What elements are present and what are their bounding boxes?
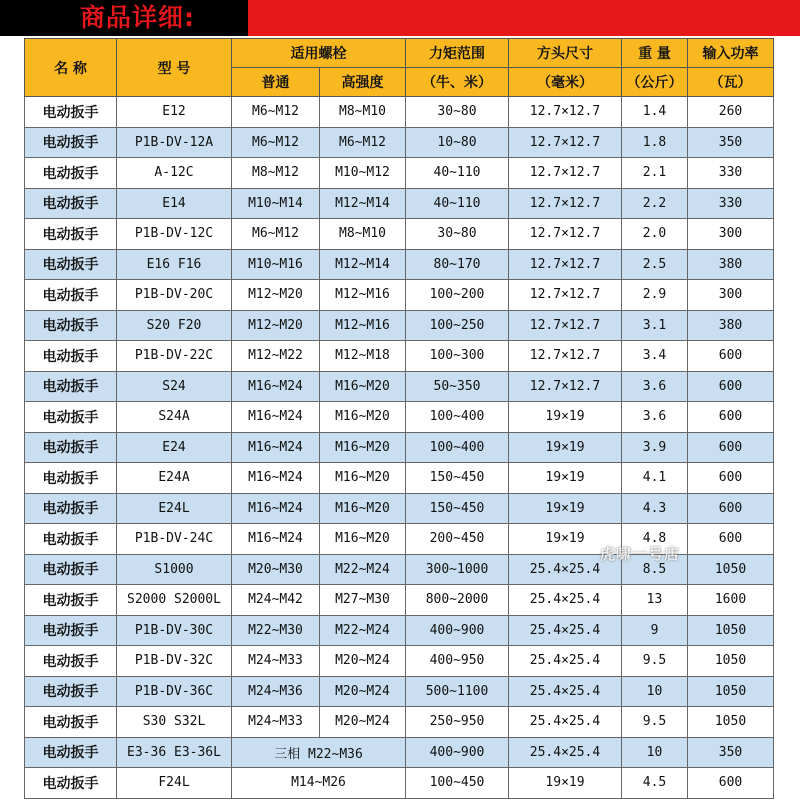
- cell-model: E3-36 E3-36L: [117, 737, 232, 768]
- cell-normal: M12~M20: [232, 280, 320, 311]
- header-bolt-normal: 普通: [232, 68, 320, 97]
- table-row: [25, 585, 774, 616]
- cell-torque: 400~900: [406, 737, 509, 768]
- cell-power: 380: [688, 249, 774, 280]
- cell-weight: 13: [622, 585, 688, 616]
- cell-normal: M6~M12: [232, 127, 320, 158]
- spec-table-body: [25, 97, 774, 799]
- cell-torque: 100~200: [406, 280, 509, 311]
- store-watermark: 虎啸一号店: [600, 545, 681, 563]
- cell-high: M27~M30: [320, 585, 406, 616]
- cell-power: 600: [688, 463, 774, 494]
- cell-square: 19×19: [509, 768, 622, 799]
- cell-square: 25.4×25.4: [509, 585, 622, 616]
- cell-square: 12.7×12.7: [509, 341, 622, 372]
- cell-square: 25.4×25.4: [509, 646, 622, 677]
- cell-weight: 2.5: [622, 249, 688, 280]
- cell-torque: 50~350: [406, 371, 509, 402]
- cell-normal: M20~M30: [232, 554, 320, 585]
- cell-torque: 400~950: [406, 646, 509, 677]
- cell-power: 600: [688, 432, 774, 463]
- cell-power: 600: [688, 371, 774, 402]
- cell-name: 电动扳手: [25, 97, 117, 128]
- cell-torque: 30~80: [406, 97, 509, 128]
- cell-power: 1600: [688, 585, 774, 616]
- cell-weight: 4.5: [622, 768, 688, 799]
- cell-normal: M12~M22: [232, 341, 320, 372]
- cell-weight: 3.6: [622, 402, 688, 433]
- cell-square: 19×19: [509, 402, 622, 433]
- cell-weight: 9: [622, 615, 688, 646]
- cell-power: 260: [688, 97, 774, 128]
- cell-high: M16~M20: [320, 371, 406, 402]
- header-power-unit: （瓦）: [688, 68, 774, 97]
- cell-square: 12.7×12.7: [509, 219, 622, 250]
- cell-weight: 4.3: [622, 493, 688, 524]
- table-row: [25, 249, 774, 280]
- cell-normal: M10~M16: [232, 249, 320, 280]
- table-row: [25, 432, 774, 463]
- table-row: [25, 463, 774, 494]
- cell-model: E24: [117, 432, 232, 463]
- cell-high: M20~M24: [320, 707, 406, 738]
- banner-red-block: [248, 0, 800, 36]
- cell-name: 电动扳手: [25, 280, 117, 311]
- cell-weight: 1.4: [622, 97, 688, 128]
- cell-normal: M16~M24: [232, 493, 320, 524]
- cell-torque: 150~450: [406, 493, 509, 524]
- cell-model: P1B-DV-12C: [117, 219, 232, 250]
- spec-table-header: [25, 39, 774, 97]
- cell-torque: 250~950: [406, 707, 509, 738]
- cell-high: M16~M20: [320, 432, 406, 463]
- cell-high: M8~M10: [320, 97, 406, 128]
- cell-torque: 80~170: [406, 249, 509, 280]
- cell-high: M20~M24: [320, 646, 406, 677]
- cell-weight: 10: [622, 737, 688, 768]
- cell-high: M22~M24: [320, 554, 406, 585]
- cell-model: P1B-DV-32C: [117, 646, 232, 677]
- table-row: [25, 646, 774, 677]
- cell-power: 300: [688, 280, 774, 311]
- cell-high: M12~M14: [320, 249, 406, 280]
- spec-table: [24, 38, 774, 799]
- cell-torque: 40~110: [406, 158, 509, 189]
- table-row: [25, 676, 774, 707]
- header-bolt: 适用螺栓: [232, 39, 406, 68]
- cell-square: 19×19: [509, 432, 622, 463]
- table-row: [25, 737, 774, 768]
- cell-name: 电动扳手: [25, 188, 117, 219]
- banner-title: 商品详细:: [80, 3, 195, 32]
- cell-name: 电动扳手: [25, 615, 117, 646]
- cell-normal: M24~M33: [232, 707, 320, 738]
- cell-normal: M6~M12: [232, 97, 320, 128]
- cell-square: 12.7×12.7: [509, 249, 622, 280]
- cell-weight: 3.9: [622, 432, 688, 463]
- header-name: 名 称: [25, 39, 117, 97]
- cell-high: M16~M20: [320, 402, 406, 433]
- cell-normal: M24~M33: [232, 646, 320, 677]
- cell-square: 25.4×25.4: [509, 707, 622, 738]
- cell-name: 电动扳手: [25, 402, 117, 433]
- cell-square: 25.4×25.4: [509, 554, 622, 585]
- cell-high: M12~M14: [320, 188, 406, 219]
- cell-weight: 9.5: [622, 646, 688, 677]
- cell-name: 电动扳手: [25, 493, 117, 524]
- cell-high: M12~M18: [320, 341, 406, 372]
- cell-power: 1050: [688, 554, 774, 585]
- cell-torque: 30~80: [406, 219, 509, 250]
- cell-high: M12~M16: [320, 280, 406, 311]
- table-row: [25, 280, 774, 311]
- cell-high: M20~M24: [320, 676, 406, 707]
- cell-name: 电动扳手: [25, 127, 117, 158]
- cell-torque: 100~400: [406, 432, 509, 463]
- cell-normal: M6~M12: [232, 219, 320, 250]
- cell-model: P1B-DV-24C: [117, 524, 232, 555]
- cell-name: 电动扳手: [25, 371, 117, 402]
- cell-weight: 4.8: [622, 524, 688, 555]
- cell-high: M6~M12: [320, 127, 406, 158]
- cell-power: 1050: [688, 676, 774, 707]
- cell-model: S2000 S2000L: [117, 585, 232, 616]
- cell-model: E16 F16: [117, 249, 232, 280]
- cell-model: P1B-DV-22C: [117, 341, 232, 372]
- cell-normal: M24~M36: [232, 676, 320, 707]
- cell-high: M8~M10: [320, 219, 406, 250]
- cell-bolt-merged: M14~M26: [232, 768, 406, 799]
- cell-model: E14: [117, 188, 232, 219]
- cell-power: 300: [688, 219, 774, 250]
- cell-torque: 100~400: [406, 402, 509, 433]
- cell-model: S24A: [117, 402, 232, 433]
- table-row: [25, 768, 774, 799]
- cell-power: 1050: [688, 646, 774, 677]
- header-weight: 重 量: [622, 39, 688, 68]
- cell-square: 12.7×12.7: [509, 188, 622, 219]
- cell-bolt-merged: 三相 M22~M36: [232, 737, 406, 768]
- cell-high: M10~M12: [320, 158, 406, 189]
- header-torque-unit: （牛、米）: [406, 68, 509, 97]
- cell-square: 12.7×12.7: [509, 127, 622, 158]
- cell-weight: 3.1: [622, 310, 688, 341]
- cell-name: 电动扳手: [25, 554, 117, 585]
- cell-square: 25.4×25.4: [509, 737, 622, 768]
- cell-power: 380: [688, 310, 774, 341]
- cell-torque: 100~300: [406, 341, 509, 372]
- cell-weight: 2.0: [622, 219, 688, 250]
- header-banner: [0, 0, 800, 36]
- table-row: [25, 707, 774, 738]
- cell-high: M12~M16: [320, 310, 406, 341]
- cell-name: 电动扳手: [25, 432, 117, 463]
- cell-model: P1B-DV-12A: [117, 127, 232, 158]
- cell-weight: 4.1: [622, 463, 688, 494]
- header-square: 方头尺寸: [509, 39, 622, 68]
- cell-name: 电动扳手: [25, 585, 117, 616]
- cell-high: M16~M20: [320, 524, 406, 555]
- cell-model: F24L: [117, 768, 232, 799]
- cell-power: 600: [688, 341, 774, 372]
- table-row: [25, 402, 774, 433]
- cell-normal: M8~M12: [232, 158, 320, 189]
- cell-square: 19×19: [509, 463, 622, 494]
- cell-normal: M16~M24: [232, 432, 320, 463]
- table-row: [25, 158, 774, 189]
- cell-normal: M16~M24: [232, 402, 320, 433]
- cell-weight: 10: [622, 676, 688, 707]
- table-row: [25, 371, 774, 402]
- header-square-unit: （毫米）: [509, 68, 622, 97]
- cell-name: 电动扳手: [25, 676, 117, 707]
- table-row: [25, 97, 774, 128]
- cell-high: M16~M20: [320, 463, 406, 494]
- cell-square: 12.7×12.7: [509, 280, 622, 311]
- cell-normal: M16~M24: [232, 463, 320, 494]
- cell-name: 电动扳手: [25, 219, 117, 250]
- cell-normal: M22~M30: [232, 615, 320, 646]
- header-bolt-high: 高强度: [320, 68, 406, 97]
- table-row: [25, 341, 774, 372]
- cell-weight: 2.9: [622, 280, 688, 311]
- cell-weight: 3.4: [622, 341, 688, 372]
- cell-weight: 8.5: [622, 554, 688, 585]
- cell-model: S1000: [117, 554, 232, 585]
- cell-power: 350: [688, 127, 774, 158]
- cell-power: 350: [688, 737, 774, 768]
- cell-power: 1050: [688, 707, 774, 738]
- cell-name: 电动扳手: [25, 737, 117, 768]
- cell-torque: 40~110: [406, 188, 509, 219]
- table-row: [25, 310, 774, 341]
- cell-name: 电动扳手: [25, 158, 117, 189]
- cell-name: 电动扳手: [25, 341, 117, 372]
- cell-torque: 10~80: [406, 127, 509, 158]
- cell-name: 电动扳手: [25, 768, 117, 799]
- cell-model: P1B-DV-20C: [117, 280, 232, 311]
- cell-weight: 1.8: [622, 127, 688, 158]
- cell-square: 19×19: [509, 524, 622, 555]
- cell-name: 电动扳手: [25, 310, 117, 341]
- cell-normal: M16~M24: [232, 524, 320, 555]
- cell-normal: M24~M42: [232, 585, 320, 616]
- cell-square: 19×19: [509, 493, 622, 524]
- cell-torque: 300~1000: [406, 554, 509, 585]
- cell-model: E24L: [117, 493, 232, 524]
- cell-torque: 200~450: [406, 524, 509, 555]
- cell-model: E24A: [117, 463, 232, 494]
- table-row: [25, 188, 774, 219]
- cell-power: 330: [688, 158, 774, 189]
- cell-torque: 800~2000: [406, 585, 509, 616]
- cell-weight: 9.5: [622, 707, 688, 738]
- cell-power: 1050: [688, 615, 774, 646]
- cell-name: 电动扳手: [25, 707, 117, 738]
- cell-normal: M10~M14: [232, 188, 320, 219]
- cell-power: 600: [688, 768, 774, 799]
- cell-torque: 100~450: [406, 768, 509, 799]
- cell-model: P1B-DV-30C: [117, 615, 232, 646]
- cell-model: S24: [117, 371, 232, 402]
- cell-power: 330: [688, 188, 774, 219]
- cell-weight: 2.1: [622, 158, 688, 189]
- cell-torque: 400~900: [406, 615, 509, 646]
- cell-weight: 2.2: [622, 188, 688, 219]
- header-power: 输入功率: [688, 39, 774, 68]
- cell-model: E12: [117, 97, 232, 128]
- cell-torque: 500~1100: [406, 676, 509, 707]
- cell-model: P1B-DV-36C: [117, 676, 232, 707]
- table-row: [25, 127, 774, 158]
- cell-model: S30 S32L: [117, 707, 232, 738]
- cell-torque: 150~450: [406, 463, 509, 494]
- cell-square: 12.7×12.7: [509, 97, 622, 128]
- cell-name: 电动扳手: [25, 646, 117, 677]
- header-weight-unit: （公斤）: [622, 68, 688, 97]
- cell-square: 12.7×12.7: [509, 371, 622, 402]
- header-model: 型 号: [117, 39, 232, 97]
- cell-weight: 3.6: [622, 371, 688, 402]
- cell-power: 600: [688, 493, 774, 524]
- cell-name: 电动扳手: [25, 249, 117, 280]
- cell-model: A-12C: [117, 158, 232, 189]
- cell-torque: 100~250: [406, 310, 509, 341]
- cell-square: 12.7×12.7: [509, 310, 622, 341]
- cell-name: 电动扳手: [25, 463, 117, 494]
- cell-square: 12.7×12.7: [509, 158, 622, 189]
- cell-normal: M16~M24: [232, 371, 320, 402]
- header-torque: 力矩范围: [406, 39, 509, 68]
- cell-power: 600: [688, 524, 774, 555]
- cell-name: 电动扳手: [25, 524, 117, 555]
- cell-square: 25.4×25.4: [509, 615, 622, 646]
- cell-normal: M12~M20: [232, 310, 320, 341]
- table-row: [25, 615, 774, 646]
- table-row: [25, 493, 774, 524]
- cell-high: M16~M20: [320, 493, 406, 524]
- cell-square: 25.4×25.4: [509, 676, 622, 707]
- cell-model: S20 F20: [117, 310, 232, 341]
- cell-high: M22~M24: [320, 615, 406, 646]
- cell-power: 600: [688, 402, 774, 433]
- table-row: [25, 219, 774, 250]
